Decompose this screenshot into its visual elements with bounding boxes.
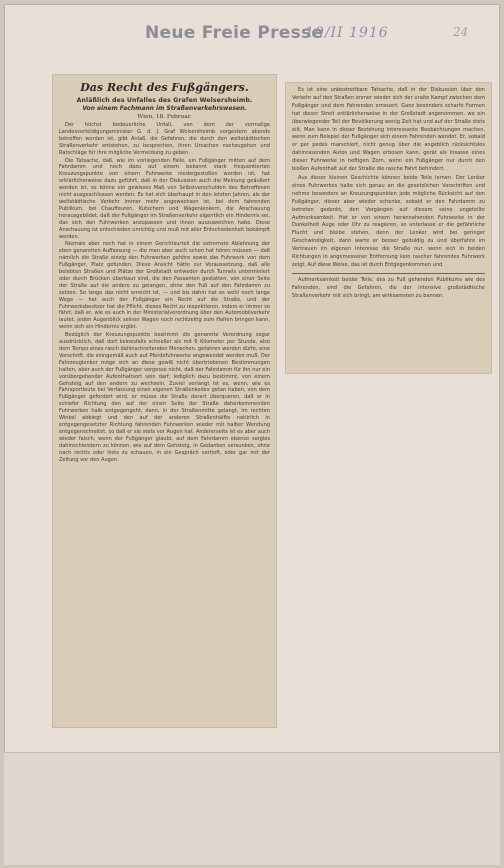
clipping-left-column	[53, 75, 276, 727]
mount-bottom-strip	[4, 752, 500, 865]
article-byline: Von einem Fachmann im Straßenverkehrswesen.	[82, 105, 247, 112]
paragraph: Niemals aber noch hat in einem Gerichtsurteil die extremste Ablehnung der eben genannten Auffassung — die man aber auch schon hat hören müssen — daß nämlich die Straße einzig den Fuhrwerken gehöre sowie das Fuhrwerk von dem Fußgänger, Platz gefunden. Diese Ansicht hätte zur Voraussetzung, daß alle belebten Straßen und Plätze der Großstadt entweder durch Tunnels unterminiert oder durch Brücken überbaut sind, die den Passanten gestatten, von einer Seite der Straße auf die andere zu gelangen, ohne den Fuß auf den Fahrdamm zu setzen. So lange das nicht erreicht ist, — und bis dahin hat es wohl noch lange Wege — hat auch der Fußgänger ein Recht auf die Straße, und der Fuhrwerksbesitzer hat die Pflicht, dieses Recht zu respektieren, indem er immer so fährt, daß er, wie es auch in der Ministerialverordnung über den Automobilverkehr lautet, jeden Augenblick seinen Wagen noch rechtzeitig zum Halten bringen kann, wenn sich ein Hindernis ergibt.	[59, 241, 270, 331]
paragraph: Die Tatsache, daß, wie im vorliegenden Falle, ein Fußgänger mitten auf dem Fahrdamm und noch dazu auf einem bekannt stark frequentierten Kreuzungspunkte von einem Fuhrwerke niedergestoßen worden ist, hat erklärlicherweise dazu geführt, daß in der Diskussion auch die Meinung geäußert worden ist, es könne ein gewisses Maß von Selbstverschulden des Betroffenen nicht ausgeschlossen werden. Es hat sich überhaupt in den letzten Jahren, als der weltstädtische Verkehr immer mehr angewachsen ist, bei dem fahrenden Publikum, bei Chauffeuren, Kutschern und Wagenlenkern, die Anschauung herausgebildet, daß der Fußgänger im Straßenverkehr eigentlich ein Hindernis sei, das sich den Fuhrwerken anzupassen und ihnen auszuweichen habe. Diese Anschauung ist entschieden unrichtig und muß mit aller Entschiedenheit bekämpft werden.	[59, 157, 270, 240]
paragraph: Bezüglich der Kreuzungspunkte bestimmt die genannte Verordnung sogar ausdrücklich, daß dort keinesfalls schneller als mit 6 Kilometer per Stunde, also dem Tempo eines rasch dahinschreitenden Menschen, gefahren werden dürfe, eine Vorschrift, die sinngemäß auch auf Pferdefuhrwerke angewendet werden muß. Der Fahrzeuglenker möge sich an diese gewiß nicht übertriebenen Bestimmungen halten, aber auch der Fußgänger vergesse nicht, daß der Fahrdamm für ihn nur ein vorübergehender Aufenthaltsort sein darf, lediglich dazu bestimmt, von einem Gehsteig auf den andern zu wechseln. Zuviel verlangt ist es, wenn, wie es Fahrsportleute bei Verfassung eines eigenen Straßenkodex getan haben, von dem Fußgänger gefordert wird, er müsse die Straße derart überqueren, daß er in schiefer Richtung den auf der einen Seite der Straße daherkommenden Fuhrwerken halb entgegengeht, dann, in der Straßenmitte gelangt, im rechten Winkel abbiegt und den auf der anderen Straßenhälfte natürlich in entgegengesetzter Richtung fahrenden Fuhrwerken wieder mit halber Wendung entgegenschreitet, so daß er sie stets vor Augen hat. Andererseits ist es aber auch wieder falsch, wenn der Fußgänger glaubt, auf dem Fahrdamm ebenso sorglos dahinschlendern zu können, wie auf dem Gehsteig, in Gedanken versunken, ohne nach rechts oder links zu schauen, in ein Gespräch vertieft, oder gar mit der Zeitung vor den Augen.	[59, 332, 270, 463]
article-title: Das Recht des Fußgängers.	[80, 81, 249, 94]
article-body-left	[59, 122, 270, 463]
archive-sheet	[4, 4, 500, 864]
paragraph: Aus dieser kleinen Geschichte können beide Teile lernen. Der Lenker eines Fuhrwerkes halte sich genau an die gesetzlichen Vorschriften und nehme besonders an Kreuzungspunkten jede mögliche Rücksicht auf den Fußgänger, dieser aber wieder schenke, sobald er den Fahrdamm zu betreten gedenkt, den Vorgängen auf diesem seine ungeteilte Aufmerksamkeit. Hat er von einem herannahenden Fuhrwerke in der Dunkelheit Auge oder Ohr zu reagieren, so unterlasse er die gefährliche Flucht und bleibe stehen, denn der Lenker wird bei geringer Geschwindigkeit, dann warte er besser geduldig zu und überfahre im Vertrauen im eigenen Interesse die Straße nur, wenn sich in beiden Richtungen in angemessener Entfernung kein rascher fahrendes Fuhrwerk zeigt. Auf diese Weise, das ist durch Entgegenkommen und	[292, 174, 485, 268]
paragraph: Es ist eine unbestreitbare Tatsache, daß in der Diskussion über den Verkehr auf den Straßen immer wieder sich der uralte Kampf zwischen dem Fußgänger und dem Fahrenden erneuert. Ganz besonders scharfe Formen hat dieser Streit erklärlicherweise in der Großstadt angenommen, wo ein überwiegender Teil der Bevölkerung wenig Zeit hat und auf der Straße stets eilt. Man kann in dieser Beziehung interessante Beobachtungen machen, wenn zum Beispiel der Fußgänger sich einem Fahrenden wendet. Er, sobald er per pedes marschiert, nicht genug über die angeblich rücksichtslos dahinrasenden Autos und Wagen erbosen kann, gerät als Insasse eines dieser Fuhrwerke in heftigen Zorn, wenn ein Fußgänger nur durch den bloßen Aufenthalt auf der Straße die rasche Fahrt behindert.	[292, 87, 485, 173]
clipping-right-column	[286, 83, 491, 373]
page-number: 24	[453, 25, 469, 39]
article-subtitle: Anläßlich des Unfalles des Grafen Welsersheimb.	[76, 97, 253, 104]
article-body-right	[292, 87, 485, 301]
paragraph: Der höchst bedauerliche Unfall, von dem der vormalige Landesverteidigungsminister G. d. J. Graf Welsersheimb vorgestern abends betroffen worden ist, gibt Anlaß, die Gefahren, die durch den weltstädtischen Straßenverkehr entstehen, zu besprechen, ihren Ursachen nachzugehen und Ratschläge für ihre mögliche Vermeidung zu geben.	[59, 122, 270, 156]
article-dateline: Wien, 18. Februar.	[137, 114, 192, 120]
handwritten-date: 19/II 1916	[305, 25, 389, 41]
paragraph: Aufmerksamkeit beider Teile, des zu Fuß gehenden Publikums wie des Fahrenden, sind die Gefahren, die der intensive großstädtische Straßenverkehr mit sich bringt, am wirksamsten zu bannen.	[292, 276, 485, 299]
newspaper-masthead: Neue Freie Presse	[145, 23, 324, 43]
divider	[292, 273, 485, 274]
